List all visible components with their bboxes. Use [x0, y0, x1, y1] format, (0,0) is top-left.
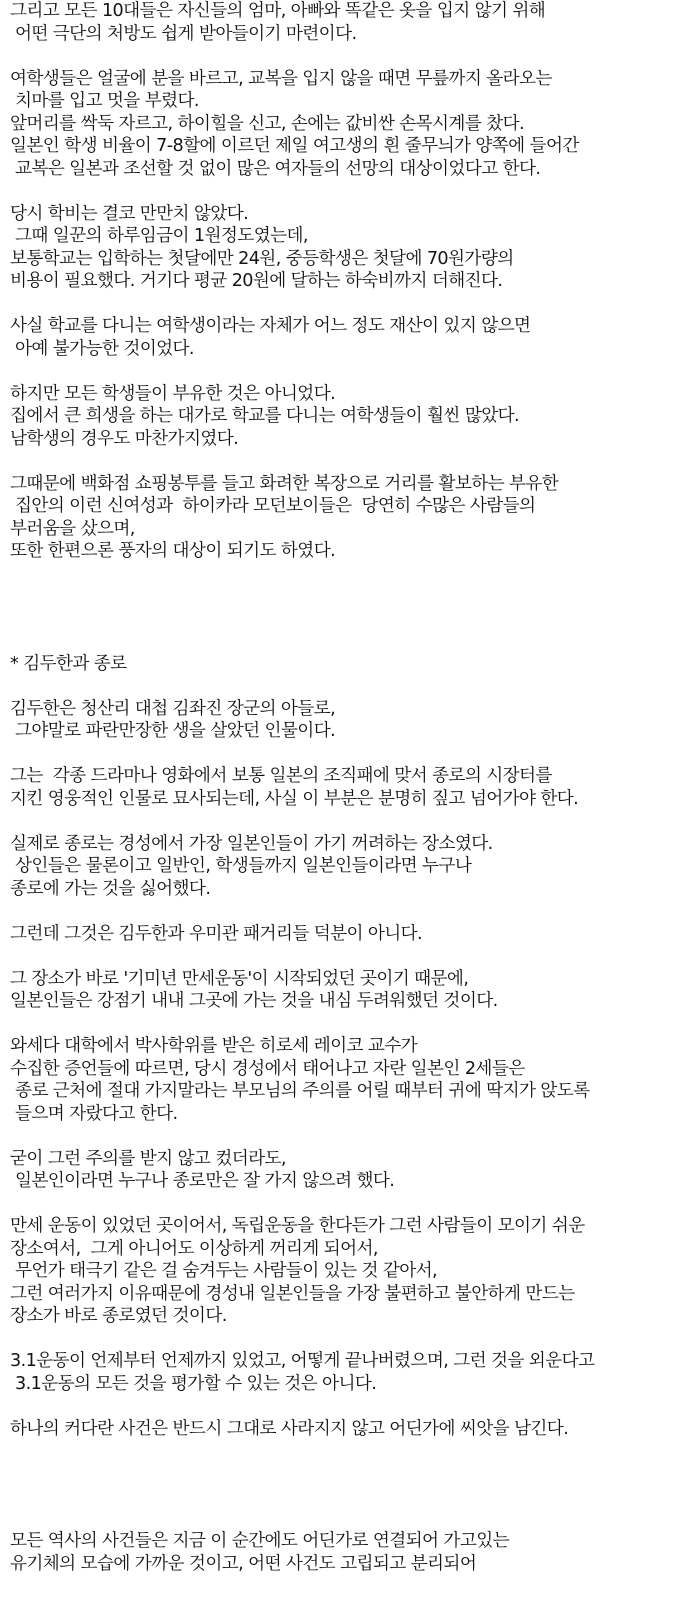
- text-line: 그때 일꾼의 하루임금이 1원정도였는데,: [10, 226, 308, 246]
- text-line: 종로에 가는 것을 싫어했다.: [10, 878, 211, 899]
- section-heading: * 김두한과 종로: [10, 653, 127, 674]
- blank-line: [10, 900, 690, 923]
- text-line: 여학생들은 얼굴에 분을 바르고, 교복을 입지 않을 때면 무릎까지 올라오는: [10, 68, 552, 89]
- text-line: 보통학교는 입학하는 첫달에만 24원, 중등학생은 첫달에 70원가량의: [10, 248, 514, 269]
- blank-line: [10, 675, 690, 698]
- text-line: 무언가 태극기 같은 걸 숨겨두는 사람들이 있는 것 같아서,: [10, 1261, 438, 1281]
- text-line: 실제로 종로는 경성에서 가장 일본인들이 가기 꺼려하는 장소였다.: [10, 833, 493, 854]
- text-line: 모든 역사의 사건들은 지금 이 순간에도 어딘가로 연결되어 가고있는: [10, 1531, 510, 1551]
- text-line: 사실 학교를 다니는 여학생이라는 자체가 어느 정도 재산이 있지 않으면: [10, 316, 531, 336]
- text-line: 그 장소가 바로 '기미년 만세운동'이 시작되었던 곳이기 때문에,: [10, 968, 469, 989]
- text-line: 치마를 입고 멋을 부렸다.: [10, 91, 199, 111]
- text-line: 당시 학비는 결코 만만치 않았다.: [10, 203, 249, 224]
- text-line: 비용이 필요했다. 거기다 평균 20원에 달하는 하숙비까지 더해진다.: [10, 271, 503, 291]
- text-line: 수집한 증언들에 따르면, 당시 경성에서 태어나고 자란 일본인 2세들은: [10, 1058, 525, 1079]
- blank-line: [10, 945, 690, 968]
- text-line: 그런 여러가지 이유때문에 경성내 일본인들을 가장 불편하고 불안하게 만드는: [10, 1283, 575, 1304]
- blank-line: [10, 810, 690, 833]
- text-line: 일본인 학생 비율이 7-8할에 이르던 제일 여고생의 흰 줄무늬가 양쪽에 들어간: [10, 136, 579, 156]
- blank-line: [10, 1328, 690, 1351]
- blank-line: [10, 1395, 690, 1418]
- text-line: 남학생의 경우도 마찬가지였다.: [10, 428, 239, 449]
- text-line: 아예 불가능한 것이었다.: [10, 338, 194, 359]
- text-line: 그는 각종 드라마나 영화에서 보통 일본의 조직패에 맞서 종로의 시장터를: [10, 766, 552, 786]
- blank-line: [10, 45, 690, 68]
- text-line: 3.1운동의 모든 것을 평가할 수 있는 것은 아니다.: [10, 1373, 377, 1394]
- text-line: 그런데 그것은 김두한과 우미관 패거리들 덕분이 아니다.: [10, 923, 423, 944]
- text-line: 부러움을 샀으며,: [10, 518, 135, 539]
- text-line: 또한 한편으론 풍자의 대상이 되기도 하였다.: [10, 541, 336, 561]
- text-line: 하지만 모든 학생들이 부유한 것은 아니었다.: [10, 383, 336, 404]
- text-line: 굳이 그런 주의를 받지 않고 컸더라도,: [10, 1148, 286, 1169]
- text-line: 3.1운동이 언제부터 언제까지 있었고, 어떻게 끝나버렸으며, 그런 것을 외운다고: [10, 1351, 595, 1371]
- text-line: 그야말로 파란만장한 생을 살았던 인물이다.: [10, 721, 336, 741]
- blank-line: [10, 293, 690, 316]
- text-line: 그리고 모든 10대들은 자신들의 엄마, 아빠와 똑같은 옷을 입지 않기 위해: [10, 1, 546, 21]
- text-line: 장소가 바로 종로였던 것이다.: [10, 1306, 227, 1326]
- text-line: 지킨 영웅적인 인물로 묘사되는데, 사실 이 부분은 분명히 짚고 넘어가야 한다.: [10, 788, 579, 809]
- text-line: 종로 근처에 절대 가지말라는 부모님의 주의를 어릴 때부터 귀에 딱지가 앉도록: [10, 1081, 590, 1101]
- text-line: 유기체의 모습에 가까운 것이고, 어떤 사건도 고립되고 분리되어: [10, 1553, 477, 1574]
- text-line: 김두한은 청산리 대첩 김좌진 장군의 아들로,: [10, 698, 336, 719]
- blank-line: [10, 180, 690, 203]
- text-line: 장소여서, 그게 아니어도 이상하게 꺼리게 되어서,: [10, 1238, 378, 1259]
- section-gap: [10, 563, 690, 653]
- blank-line: [10, 1193, 690, 1216]
- text-line: 집에서 큰 희생을 하는 대가로 학교를 다니는 여학생들이 훨씬 많았다.: [10, 406, 520, 426]
- text-line: 앞머리를 싹둑 자르고, 하이힐을 신고, 손에는 값비싼 손목시계를 찼다.: [10, 113, 524, 134]
- text-line: 들으며 자랐다고 한다.: [10, 1103, 178, 1124]
- text-line: 어떤 극단의 처방도 쉽게 받아들이기 마련이다.: [10, 23, 357, 44]
- text-line: 와세다 대학에서 박사학위를 받은 히로세 레이코 교수가: [10, 1036, 418, 1056]
- blank-line: [10, 450, 690, 473]
- text-line: 일본인이라면 누구나 종로만은 잘 가지 않으려 했다.: [10, 1171, 395, 1191]
- text-line: 교복은 일본과 조선할 것 없이 많은 여자들의 선망의 대상이었다고 한다.: [10, 158, 541, 179]
- text-line: 집안의 이런 신여성과 하이카라 모던보이들은 당연히 수많은 사람들의: [10, 496, 536, 516]
- blank-line: [10, 1125, 690, 1148]
- blank-line: [10, 1013, 690, 1036]
- blank-line: [10, 743, 690, 766]
- text-line: 만세 운동이 있었던 곳이어서, 독립운동을 한다든가 그런 사람들이 모이기 쉬운: [10, 1216, 585, 1236]
- text-line: 하나의 커다란 사건은 반드시 그대로 사라지지 않고 어딘가에 씨앗을 남긴다.: [10, 1418, 569, 1439]
- text-line: 일본인들은 강점기 내내 그곳에 가는 것을 내심 두려워했던 것이다.: [10, 991, 498, 1011]
- blank-line: [10, 360, 690, 383]
- text-line: 상인들은 물론이고 일반인, 학생들까지 일본인들이라면 누구나: [10, 856, 472, 876]
- text-line: 그때문에 백화점 쇼핑봉투를 들고 화려한 복장으로 거리를 활보하는 부유한: [10, 473, 559, 494]
- section-gap: [10, 1440, 690, 1530]
